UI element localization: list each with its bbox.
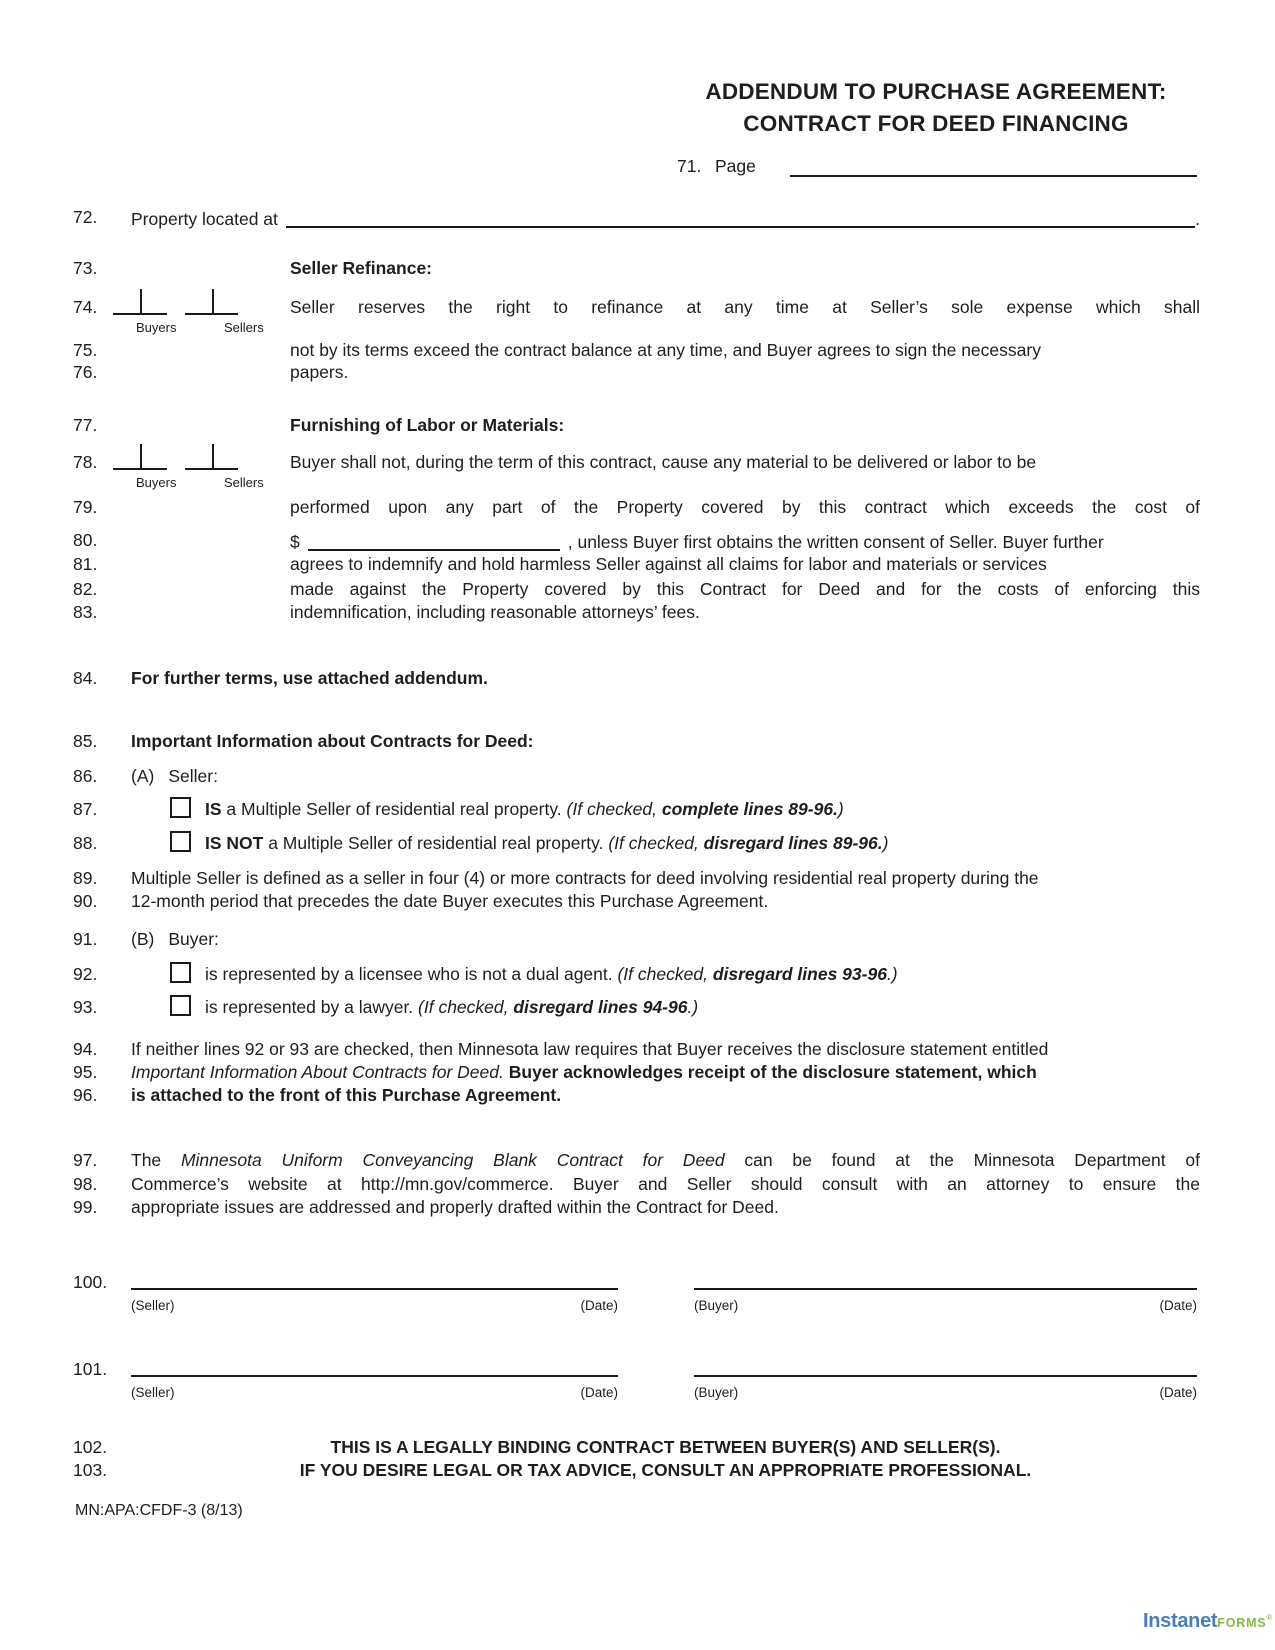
line-number: 96.: [73, 1085, 98, 1105]
buyer-signature-line-1[interactable]: [694, 1288, 1197, 1290]
line-number: 90.: [73, 891, 98, 911]
page-number-blank[interactable]: [790, 156, 1197, 177]
line-number: 100.: [73, 1272, 108, 1292]
seller-refinance-text-2: not by its terms exceed the contract balance at any time, and Buyer agrees to sign the necessary: [290, 340, 1041, 360]
logo-registered-mark: ®: [1266, 1613, 1273, 1622]
initials-divider-tick: [140, 444, 142, 468]
seller-signature-line-1[interactable]: [131, 1288, 618, 1290]
line-number: 72.: [73, 207, 98, 227]
line-number: 82.: [73, 579, 98, 599]
labor-materials-heading: Furnishing of Labor or Materials:: [290, 415, 565, 435]
line-number: 98.: [73, 1174, 98, 1194]
multiple-seller-definition-2: 12-month period that precedes the date Buyer executes this Purchase Agreement.: [131, 891, 769, 911]
buyer-licensee-checkbox[interactable]: [170, 962, 191, 983]
conveyancing-text-3: appropriate issues are addressed and properly drafted within the Contract for Deed.: [131, 1197, 779, 1217]
buyer-label: (Buyer): [694, 1298, 739, 1313]
legally-binding-notice-2: IF YOU DESIRE LEGAL OR TAX ADVICE, CONSULT AN APPROPRIATE PROFESSIONAL.: [299, 1460, 1032, 1480]
labor-materials-text-1: Buyer shall not, during the term of this contract, cause any material to be delivered or labor to be: [290, 452, 1037, 472]
is-not-italic-note: (If checked,: [608, 833, 704, 853]
initials-divider-tick: [140, 289, 142, 313]
line-number: 93.: [73, 997, 98, 1017]
sellers-initials-label: Sellers: [224, 320, 264, 335]
lawyer-bold-italic-note: disregard lines 94-96: [513, 997, 688, 1017]
property-address-blank[interactable]: [286, 207, 1195, 228]
buyer-lawyer-checkbox[interactable]: [170, 995, 191, 1016]
sellers-initials-line[interactable]: [185, 292, 238, 315]
is-text: a Multiple Seller of residential real property.: [221, 799, 567, 819]
is-not-label: IS NOT: [205, 833, 264, 853]
lawyer-note-close: .): [687, 997, 699, 1017]
date-label: (Date): [1159, 1298, 1197, 1313]
line-number: 92.: [73, 964, 98, 984]
disclosure-text-2: Buyer acknowledges receipt of the disclosure statement, which: [503, 1062, 1037, 1082]
line-number: 87.: [73, 799, 98, 819]
line-number: 81.: [73, 554, 98, 574]
is-italic-note: (If checked,: [566, 799, 662, 819]
further-terms-text: For further terms, use attached addendum.: [131, 668, 488, 688]
labor-materials-text-4: agrees to indemnify and hold harmless Seller against all claims for labor and materials or services: [290, 554, 1047, 574]
labor-materials-text-5: made against the Property covered by this Contract for Deed and for the costs of enforcing this: [290, 579, 1200, 599]
is-not-text: a Multiple Seller of residential real property.: [263, 833, 609, 853]
seller-signature-line-2[interactable]: [131, 1375, 618, 1377]
line-number: 89.: [73, 868, 98, 888]
conveyancing-text-2: Commerce’s website at http://mn.gov/commerce. Buyer and Seller should consult with an attorney to ensure the: [131, 1174, 1200, 1194]
legally-binding-notice-1: THIS IS A LEGALLY BINDING CONTRACT BETWEEN BUYER(S) AND SELLER(S).: [330, 1437, 1001, 1457]
form-code: MN:APA:CFDF-3 (8/13): [75, 1502, 243, 1519]
labor-materials-text-2: performed upon any part of the Property covered by this contract which exceeds the cost of: [290, 497, 1200, 517]
buyer-signature-line-2[interactable]: [694, 1375, 1197, 1377]
line-number: 95.: [73, 1062, 98, 1082]
multiple-seller-is-not-checkbox[interactable]: [170, 831, 191, 852]
line-number: 88.: [73, 833, 98, 853]
buyer-item-label: Buyer:: [168, 929, 219, 949]
seller-refinance-heading: Seller Refinance:: [290, 258, 432, 278]
instanet-forms-logo: [1143, 1607, 1272, 1634]
line-number: 79.: [73, 497, 98, 517]
labor-materials-text-6: indemnification, including reasonable attorneys’ fees.: [290, 602, 700, 622]
line-number: 97.: [73, 1150, 98, 1170]
is-not-note-close: ): [882, 833, 889, 853]
is-bold-italic-note: complete lines 89-96.: [661, 799, 838, 819]
sellers-initials-label: Sellers: [224, 475, 264, 490]
licensee-bold-italic-note: disregard lines 93-96: [712, 964, 887, 984]
logo-forms-text: FORMS: [1217, 1615, 1267, 1630]
sellers-initials-line-2[interactable]: [185, 447, 238, 470]
conveyancing-blank-title: Minnesota Uniform Conveyancing Blank Contract for Deed: [180, 1150, 725, 1170]
buyer-label: (Buyer): [694, 1385, 739, 1400]
lawyer-text: is represented by a lawyer.: [205, 997, 419, 1017]
disclosure-text-3: is attached to the front of this Purchase Agreement.: [131, 1085, 562, 1105]
seller-label: (Seller): [131, 1385, 175, 1400]
line-number: 91.: [73, 929, 98, 949]
is-note-close: ): [837, 799, 844, 819]
conveyancing-text-post: can be found at the Minnesota Department of: [724, 1150, 1200, 1170]
line-number: 80.: [73, 530, 98, 550]
line-number: 86.: [73, 766, 98, 786]
date-label: (Date): [580, 1298, 618, 1313]
logo-instanet-text: Instanet: [1143, 1609, 1218, 1632]
is-not-bold-italic-note: disregard lines 89-96.: [703, 833, 883, 853]
buyers-initials-line-2[interactable]: [113, 447, 167, 470]
licensee-note-close: .): [886, 964, 898, 984]
form-title-line2: CONTRACT FOR DEED FINANCING: [743, 111, 1129, 136]
line-number: 99.: [73, 1197, 98, 1217]
line-number: 76.: [73, 362, 98, 382]
initials-divider-tick: [212, 444, 214, 468]
form-title: [636, 76, 1236, 140]
lawyer-italic-note: (If checked,: [418, 997, 514, 1017]
conveyancing-text-pre: The: [131, 1150, 181, 1170]
line-number: 75.: [73, 340, 98, 360]
line-number: 78.: [73, 452, 98, 472]
line-number: 77.: [73, 415, 98, 435]
multiple-seller-definition-1: Multiple Seller is defined as a seller in four (4) or more contracts for deed involving residential real property during the: [131, 868, 1039, 888]
line-number: 85.: [73, 731, 98, 751]
date-label: (Date): [1159, 1385, 1197, 1400]
page-label: Page: [715, 156, 756, 176]
line-number: 83.: [73, 602, 98, 622]
buyers-initials-line[interactable]: [113, 292, 167, 315]
is-label: IS: [205, 799, 222, 819]
line-number: 102.: [73, 1437, 108, 1457]
disclosure-text-1: If neither lines 92 or 93 are checked, then Minnesota law requires that Buyer receives the disclosure statement entitled: [131, 1039, 1049, 1059]
seller-item-label: Seller:: [168, 766, 218, 786]
line-number: 74.: [73, 297, 98, 317]
labor-materials-text-3: , unless Buyer first obtains the written consent of Seller. Buyer further: [567, 532, 1104, 552]
line-number: 71.: [677, 156, 702, 176]
licensee-italic-note: (If checked,: [617, 964, 713, 984]
seller-refinance-text-1: Seller reserves the right to refinance at any time at Seller’s sole expense which shall: [290, 297, 1200, 317]
line-number: 101.: [73, 1359, 108, 1379]
important-info-heading: Important Information about Contracts for Deed:: [131, 731, 534, 751]
buyer-item-letter: (B): [131, 929, 155, 949]
property-line-period: .: [1195, 209, 1200, 229]
date-label: (Date): [580, 1385, 618, 1400]
property-located-at-label: Property located at: [131, 209, 278, 229]
dollar-sign-label: $: [290, 532, 300, 552]
seller-label: (Seller): [131, 1298, 175, 1313]
multiple-seller-is-checkbox[interactable]: [170, 797, 191, 818]
buyers-initials-label: Buyers: [136, 320, 177, 335]
licensee-text: is represented by a licensee who is not a dual agent.: [205, 964, 618, 984]
line-number: 73.: [73, 258, 98, 278]
line-number: 84.: [73, 668, 98, 688]
dollar-amount-blank[interactable]: [308, 530, 560, 551]
buyers-initials-label: Buyers: [136, 475, 177, 490]
seller-refinance-text-3: papers.: [290, 362, 349, 382]
line-number: 94.: [73, 1039, 98, 1059]
form-title-line1: ADDENDUM TO PURCHASE AGREEMENT:: [705, 79, 1167, 104]
disclosure-title-italic: Important Information About Contracts for Deed.: [131, 1062, 504, 1082]
seller-item-letter: (A): [131, 766, 155, 786]
initials-divider-tick: [212, 289, 214, 313]
line-number: 103.: [73, 1460, 108, 1480]
